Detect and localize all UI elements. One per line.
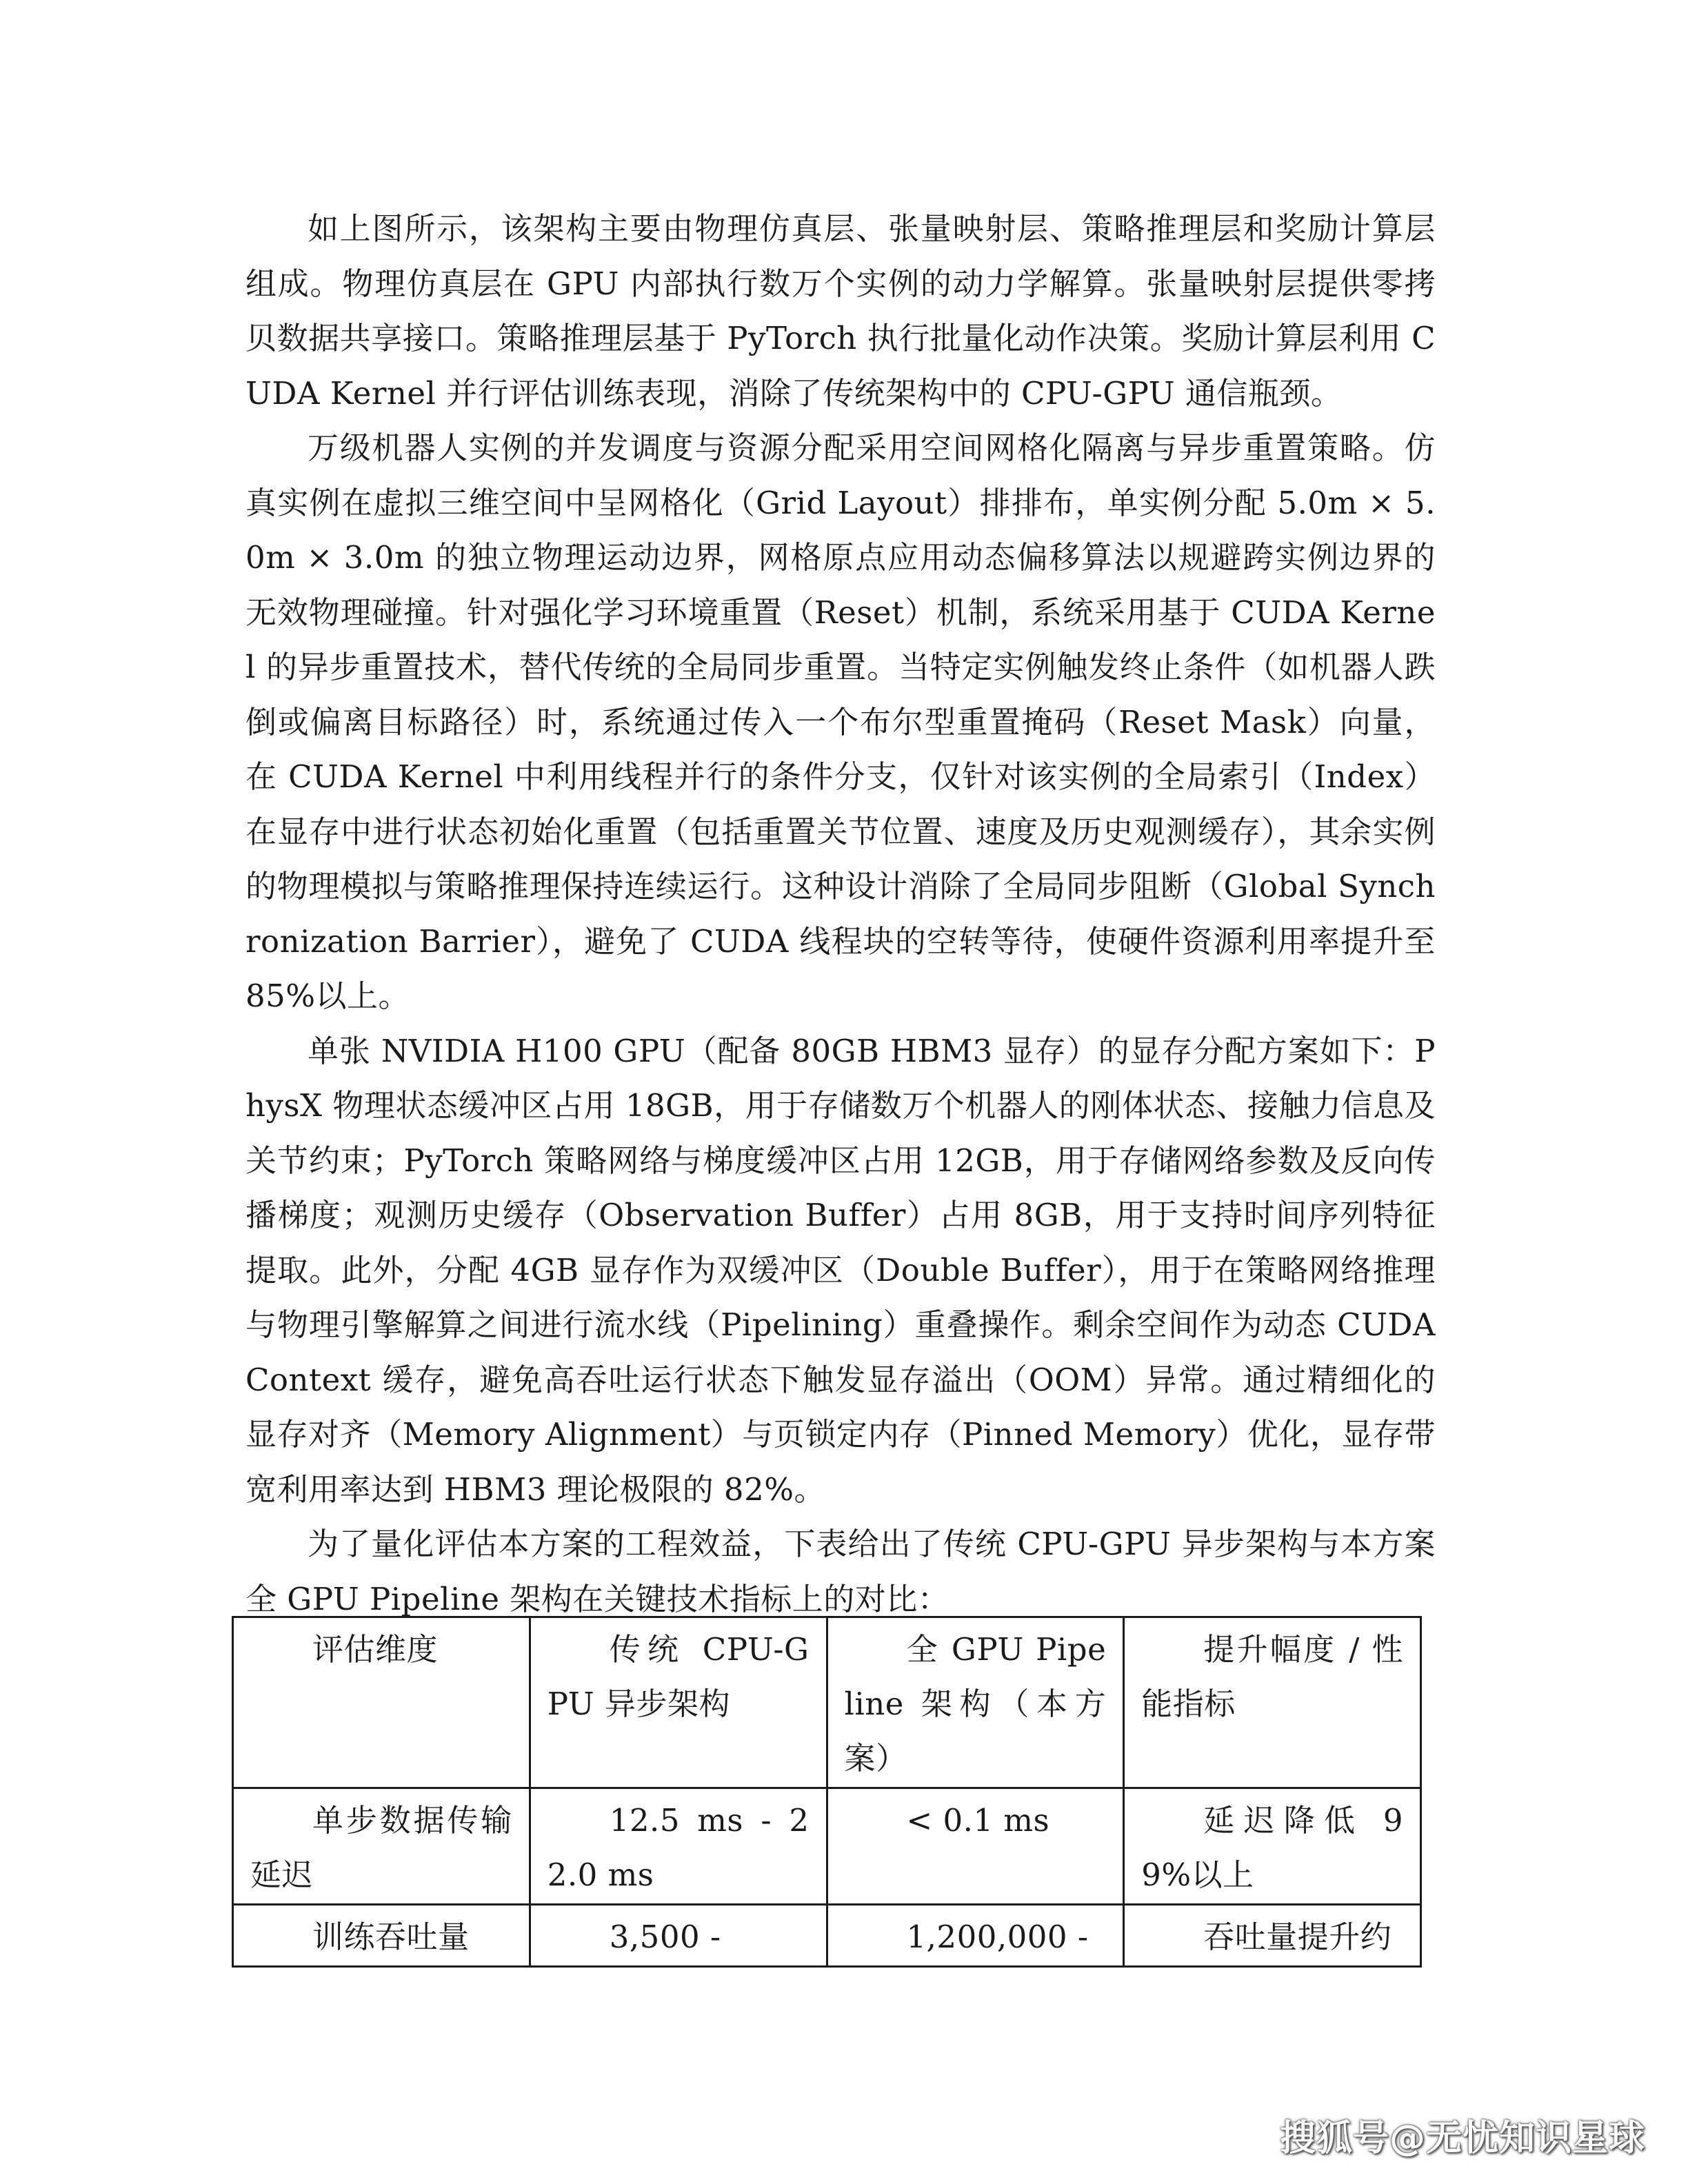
table-header-row: [233, 1617, 1421, 1788]
header-cell-dimension: 评估维度: [233, 1617, 530, 1788]
comparison-table: [232, 1616, 1422, 1968]
table-cell: 12.5 ms - 22.0 ms: [530, 1788, 827, 1905]
watermark: 搜狐号@无忧知识星球: [1279, 2118, 1645, 2159]
table-row: [233, 1905, 1421, 1967]
paragraph-table-intro: 为了量化评估本方案的工程效益，下表给出了传统 CPU-GPU 异步架构与本方案全 GPU Pipeline 架构在关键技术指标上的对比：: [245, 1526, 1436, 1617]
header-cell-full-gpu: 全 GPU Pipeline 架构（本方案）: [827, 1617, 1124, 1788]
table-cell: 单步数据传输延迟: [233, 1788, 530, 1905]
table-cell: 3,500 -: [530, 1905, 827, 1967]
paragraph-scheduling-reset: 万级机器人实例的并发调度与资源分配采用空间网格化隔离与异步重置策略。仿真实例在虚拟三维空间中呈网格化（Grid Layout）排排布，单实例分配 5.0m × 5.0m × 3.0m 的独立物理运动边界，网格原点应用动态偏移算法以规避跨实例边界的无效物理碰撞。针对强化学习环境重置（Reset）机制，系统采用基于 CUDA Kernel 的异步重置技术，替代传统的全局同步重置。当特定实例触发终止条件（如机器人跌倒或偏离目标路径）时，系统通过传入一个布尔型重置掩码（Reset Mask）向量，在 CUDA Kernel 中利用线程并行的条件分支，仅针对该实例的全局索引（Index）在显存中进行状态初始化重置（包括重置关节位置、速度及历史观测缓存），其余实例的物理模拟与策略推理保持连续运行。这种设计消除了全局同步阻断（Global Synchronization Barrier），避免了 CUDA 线程块的空转等待，使硬件资源利用率提升至 85%以上。: [245, 429, 1436, 1014]
table-cell: 吞吐量提升约: [1124, 1905, 1421, 1967]
table-cell: 延迟降低 99%以上: [1124, 1788, 1421, 1905]
paragraph-memory-allocation: 单张 NVIDIA H100 GPU（配备 80GB HBM3 显存）的显存分配方案如下：PhysX 物理状态缓冲区占用 18GB，用于存储数万个机器人的刚体状态、接触力信息及关节约束；PyTorch 策略网络与梯度缓冲区占用 12GB，用于存储网络参数及反向传播梯度；观测历史缓存（Observation Buffer）占用 8GB，用于支持时间序列特征提取。此外，分配 4GB 显存作为双缓冲区（Double Buffer），用于在策略网络推理与物理引擎解算之间进行流水线（Pipelining）重叠操作。剩余空间作为动态 CUDA Context 缓存，避免高吞吐运行状态下触发显存溢出（OOM）异常。通过精细化的显存对齐（Memory Alignment）与页锁定内存（Pinned Memory）优化，显存带宽利用率达到 HBM3 理论极限的 82%。: [245, 1032, 1436, 1508]
table-cell: 训练吞吐量: [233, 1905, 530, 1967]
header-cell-traditional: 传统 CPU-GPU 异步架构: [530, 1617, 827, 1788]
paragraph-architecture-overview: 如上图所示，该架构主要由物理仿真层、张量映射层、策略推理层和奖励计算层组成。物理仿真层在 GPU 内部执行数万个实例的动力学解算。张量映射层提供零拷贝数据共享接口。策略推理层基于 PyTorch 执行批量化动作决策。奖励计算层利用 CUDA Kernel 并行评估训练表现，消除了传统架构中的 CPU-GPU 通信瓶颈。: [245, 210, 1436, 412]
table-cell: < 0.1 ms: [827, 1788, 1124, 1905]
table-cell: 1,200,000 -: [827, 1905, 1124, 1967]
header-cell-improvement: 提升幅度 / 性能指标: [1124, 1617, 1421, 1788]
body-text: [245, 201, 1436, 1626]
table-row: [233, 1788, 1421, 1905]
